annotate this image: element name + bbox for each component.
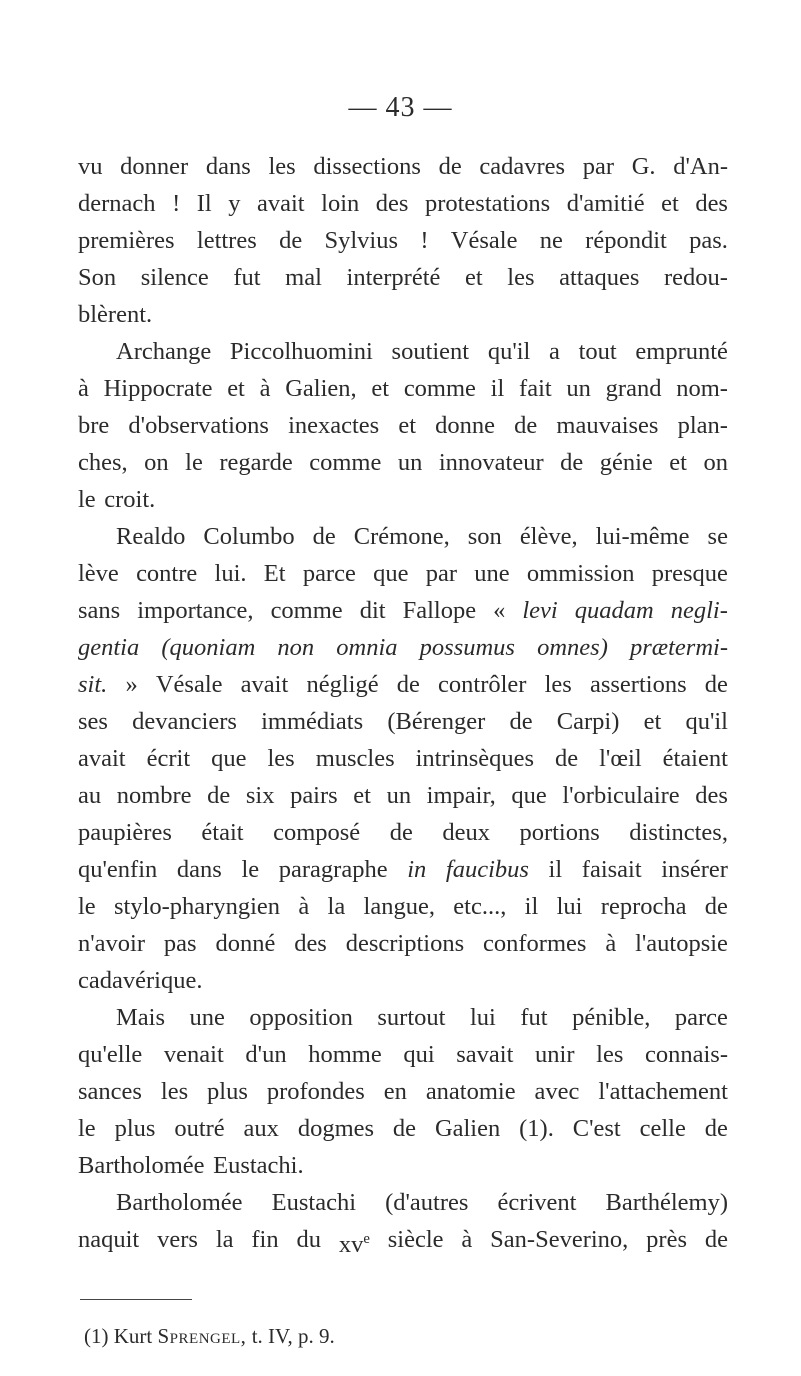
word: à: [298, 893, 310, 920]
word: d'An-: [673, 153, 728, 180]
text-line: [78, 1221, 728, 1258]
word: de: [514, 412, 538, 439]
word: il: [548, 856, 563, 883]
word: vers: [157, 1226, 198, 1253]
footnote-author-last: Sprengel,: [157, 1324, 247, 1348]
word: de: [704, 1115, 728, 1142]
text-line: [78, 1147, 728, 1184]
word: grand: [605, 375, 662, 402]
word: redou-: [663, 264, 728, 291]
word: Crémone,: [353, 523, 450, 550]
word: non: [277, 634, 315, 661]
word: (1).: [519, 1115, 554, 1142]
word: qu'il: [685, 708, 728, 735]
word: il: [490, 375, 505, 402]
word: sit.: [78, 671, 108, 698]
word: Et: [263, 560, 286, 587]
word: negli-: [670, 597, 728, 624]
word: d'amitié: [566, 190, 645, 217]
word: qu'il: [487, 338, 531, 365]
word: vu: [78, 153, 103, 180]
text-line: [78, 629, 728, 666]
word: de: [207, 782, 231, 809]
word: outré: [174, 1115, 225, 1142]
text-line: [78, 851, 728, 888]
word: la: [327, 893, 346, 920]
word: et: [371, 375, 390, 402]
word: ses: [78, 708, 108, 735]
word: et: [669, 449, 687, 476]
word: qui: [403, 1041, 435, 1068]
word: élève,: [519, 523, 578, 550]
word: silence: [140, 264, 209, 291]
word: dans: [176, 856, 222, 883]
word: (d'autres: [385, 1189, 469, 1216]
word: (Bérenger: [387, 708, 486, 735]
word: faucibus: [445, 856, 529, 883]
text-line: [78, 333, 728, 370]
word: Vésale: [450, 227, 518, 254]
word: un: [386, 782, 412, 809]
word: on: [703, 449, 728, 476]
word: des: [695, 190, 728, 217]
word: près: [646, 1226, 687, 1253]
word: un: [566, 375, 591, 402]
word: dit: [359, 597, 386, 624]
word: importance,: [137, 597, 254, 624]
word: les: [507, 264, 535, 291]
word: le: [185, 449, 203, 476]
word: conformes: [483, 930, 587, 957]
word: d'un: [245, 1041, 287, 1068]
word: par: [425, 560, 458, 587]
word: omnes): [537, 634, 608, 661]
word: (quoniam: [161, 634, 256, 661]
word: Galien: [434, 1115, 501, 1142]
word: les: [544, 671, 572, 698]
word: de: [438, 153, 462, 180]
word: ne: [539, 227, 563, 254]
footnote-author-first: Kurt: [113, 1324, 153, 1348]
word: levi: [522, 597, 558, 624]
word: distinctes,: [629, 819, 728, 846]
word: blèrent.: [78, 301, 153, 328]
word: à: [461, 1226, 473, 1253]
word: Sylvius: [324, 227, 399, 254]
word: regarde: [219, 449, 293, 476]
text-line: [78, 481, 728, 518]
word: aux: [243, 1115, 279, 1142]
word: et: [464, 264, 483, 291]
word: omnia: [336, 634, 398, 661]
word: loin: [321, 190, 360, 217]
text-line: [78, 407, 728, 444]
word: fut: [520, 1004, 548, 1031]
text-line: [78, 962, 728, 999]
word: de: [704, 1226, 728, 1253]
word: inexactes: [288, 412, 380, 439]
word: lui.: [214, 560, 247, 587]
word: le: [241, 856, 260, 883]
word: les: [160, 1078, 189, 1105]
word: deux: [442, 819, 490, 846]
word: par: [582, 153, 615, 180]
word: opposition: [249, 1004, 353, 1031]
word: Piccolhuomini: [229, 338, 373, 365]
word: de: [704, 671, 728, 698]
footnote-divider: [80, 1299, 192, 1300]
page-number: — 43 —: [348, 92, 453, 123]
text-line: [78, 925, 728, 962]
word: étaient: [662, 745, 728, 772]
word: écrit: [146, 745, 191, 772]
word: cadavérique.: [78, 967, 203, 994]
word: contre: [136, 560, 198, 587]
word: et: [227, 375, 245, 402]
word: pénible,: [572, 1004, 651, 1031]
word: avait: [240, 671, 289, 698]
word: Eustachi.: [213, 1152, 304, 1179]
word: fut: [233, 264, 261, 291]
word: cadavres: [479, 153, 566, 180]
word: qu'elle: [78, 1041, 143, 1068]
word: Bartholomée: [78, 1152, 205, 1179]
word: des: [375, 190, 409, 217]
word: «: [493, 597, 506, 624]
word: profondes: [266, 1078, 365, 1105]
word: dissections: [313, 153, 421, 180]
word: Il: [196, 190, 212, 217]
word: plus: [207, 1078, 248, 1105]
word: sans: [78, 597, 121, 624]
text-line: [78, 740, 728, 777]
word: quadam: [574, 597, 654, 624]
word: Hippocrate: [103, 375, 213, 402]
word: Carpi): [556, 708, 620, 735]
text-line: [78, 666, 728, 703]
word: le: [78, 1115, 96, 1142]
word: Barthélemy): [605, 1189, 728, 1216]
word: stylo-pharyngien: [114, 893, 281, 920]
word: la: [215, 1226, 234, 1253]
word: des: [695, 782, 728, 809]
word: muscles: [315, 745, 395, 772]
word: de: [509, 708, 533, 735]
word: de: [392, 1115, 417, 1142]
word: Mais: [116, 1004, 165, 1031]
text-line: [78, 777, 728, 814]
text-line: [78, 1073, 728, 1110]
text-line: [78, 1036, 728, 1073]
word: que: [373, 560, 409, 587]
word: impair,: [426, 782, 496, 809]
word: que: [511, 782, 547, 809]
text-line: [78, 703, 728, 740]
word: des: [294, 930, 327, 957]
text-line: [78, 259, 728, 296]
word: comme: [403, 375, 476, 402]
word: lui: [469, 1004, 496, 1031]
word: ommission: [526, 560, 635, 587]
text-line: [78, 148, 728, 185]
word: Fallope: [402, 597, 477, 624]
word: les: [268, 153, 296, 180]
word: venait: [163, 1041, 224, 1068]
word: in: [407, 856, 427, 883]
word: de: [560, 449, 584, 476]
word: de: [312, 523, 336, 550]
word: le: [78, 893, 96, 920]
text-line: [78, 444, 728, 481]
word: C'est: [572, 1115, 621, 1142]
word: paragraphe: [278, 856, 388, 883]
text-line: [78, 1110, 728, 1147]
word: écrivent: [497, 1189, 577, 1216]
word: lui-même: [595, 523, 690, 550]
word: »: [125, 671, 138, 698]
word: soutient: [391, 338, 470, 365]
word: prætermi-: [629, 634, 728, 661]
word: de: [279, 227, 303, 254]
word: un: [397, 449, 423, 476]
word: intrinsèques: [415, 745, 535, 772]
word: ches,: [78, 449, 128, 476]
word: fin: [251, 1226, 279, 1253]
word: plus: [114, 1115, 156, 1142]
word: dernach: [78, 190, 156, 217]
word: pas: [163, 930, 197, 957]
word: assertions: [589, 671, 687, 698]
footnote-reference: t. IV, p. 9.: [251, 1324, 335, 1348]
word: nom-: [676, 375, 728, 402]
word: et: [661, 190, 679, 217]
word: San-Severino,: [490, 1226, 629, 1253]
word: que: [211, 745, 247, 772]
word: une: [474, 560, 510, 587]
word: de: [704, 893, 728, 920]
word: avec: [534, 1078, 580, 1105]
word: lui: [556, 893, 583, 920]
word: mauvaises: [556, 412, 659, 439]
word: Son: [78, 264, 117, 291]
text-line: [78, 518, 728, 555]
word: avait: [257, 190, 305, 217]
word: à: [259, 375, 271, 402]
word: l'autopsie: [635, 930, 728, 957]
word: Archange: [116, 338, 212, 365]
word: les: [596, 1041, 624, 1068]
word: donné: [215, 930, 276, 957]
text-line: [78, 555, 728, 592]
word: donner: [120, 153, 189, 180]
word: anatomie: [425, 1078, 516, 1105]
word: l'œil: [599, 745, 642, 772]
word: dogmes: [297, 1115, 375, 1142]
word: possumus: [419, 634, 515, 661]
word: il: [524, 893, 539, 920]
word: descriptions: [345, 930, 465, 957]
word: gentia: [78, 634, 140, 661]
word: siècle: [387, 1226, 444, 1253]
word: croit.: [104, 486, 156, 513]
text-line: [78, 999, 728, 1036]
word: et: [353, 782, 371, 809]
word: bre: [78, 412, 110, 439]
word: six: [245, 782, 275, 809]
word: tout: [578, 338, 617, 365]
footnote-marker: (1): [84, 1324, 109, 1348]
word: innovateur: [438, 449, 544, 476]
word: de: [389, 819, 413, 846]
word: faisait: [581, 856, 642, 883]
word: y: [228, 190, 241, 217]
word: parce: [674, 1004, 728, 1031]
word: à: [605, 930, 617, 957]
word: avait: [78, 745, 126, 772]
word: surtout: [377, 1004, 446, 1031]
word: insérer: [661, 856, 728, 883]
word: n'avoir: [78, 930, 146, 957]
word: de: [555, 745, 579, 772]
text-line: [78, 222, 728, 259]
word: une: [189, 1004, 225, 1031]
word: presque: [651, 560, 728, 587]
word: l'attachement: [598, 1078, 728, 1105]
word: les: [267, 745, 295, 772]
word: unir: [535, 1041, 575, 1068]
text-line: [78, 185, 728, 222]
word: attaques: [559, 264, 640, 291]
word: connais-: [644, 1041, 728, 1068]
word: paupières: [78, 819, 172, 846]
word: immédiats: [261, 708, 364, 735]
word: plan-: [677, 412, 728, 439]
word: !: [420, 227, 429, 254]
word: pairs: [290, 782, 338, 809]
word: etc...,: [453, 893, 507, 920]
word: parce: [302, 560, 356, 587]
word: en: [383, 1078, 407, 1105]
word: à: [78, 375, 89, 402]
text-line: [78, 370, 728, 407]
word: était: [201, 819, 244, 846]
word: premières: [78, 227, 175, 254]
word: se: [707, 523, 728, 550]
word: sances: [78, 1078, 142, 1105]
word: !: [172, 190, 181, 217]
word: Eustachi: [271, 1189, 357, 1216]
text-line: [78, 296, 728, 333]
word: mal: [285, 264, 322, 291]
text-line: [78, 814, 728, 851]
word: son: [467, 523, 502, 550]
word: Vésale: [155, 671, 223, 698]
word: comme: [309, 449, 382, 476]
word: d'observations: [128, 412, 269, 439]
word: emprunté: [635, 338, 728, 365]
word: savait: [456, 1041, 514, 1068]
word: composé: [273, 819, 361, 846]
word: du: [296, 1226, 321, 1253]
word: homme: [308, 1041, 382, 1068]
word: Galien,: [285, 375, 357, 402]
word: l'orbiculaire: [562, 782, 680, 809]
footnote: [84, 1322, 335, 1350]
text-line: [78, 592, 728, 629]
word: le: [78, 486, 96, 513]
word: comme: [270, 597, 343, 624]
word: langue,: [363, 893, 435, 920]
word: G.: [631, 153, 656, 180]
word: pas.: [689, 227, 728, 254]
word: Bartholomée: [116, 1189, 243, 1216]
word: qu'enfin: [78, 856, 158, 883]
word: $xv^e$: [338, 1231, 370, 1259]
word: celle: [639, 1115, 686, 1142]
word: et: [643, 708, 662, 735]
word: on: [144, 449, 169, 476]
word: de: [396, 671, 420, 698]
word: contrôler: [438, 671, 527, 698]
word: nombre: [116, 782, 192, 809]
word: naquit: [78, 1226, 140, 1253]
text-line: [78, 1184, 728, 1221]
text-line: [78, 888, 728, 925]
word: fait: [519, 375, 552, 402]
word: négligé: [306, 671, 379, 698]
word: devanciers: [132, 708, 237, 735]
word: lettres: [196, 227, 257, 254]
word: portions: [519, 819, 600, 846]
word: dans: [205, 153, 251, 180]
word: au: [78, 782, 102, 809]
word: Columbo: [203, 523, 295, 550]
word: donne: [435, 412, 496, 439]
word: reprocha: [600, 893, 687, 920]
word: génie: [599, 449, 653, 476]
word: répondit: [585, 227, 667, 254]
word: protestations: [424, 190, 551, 217]
body-text: [78, 148, 728, 1258]
word: interprété: [346, 264, 441, 291]
word: a: [549, 338, 560, 365]
word: Realdo: [116, 523, 186, 550]
word: et: [398, 412, 417, 439]
word: lève: [78, 560, 119, 587]
